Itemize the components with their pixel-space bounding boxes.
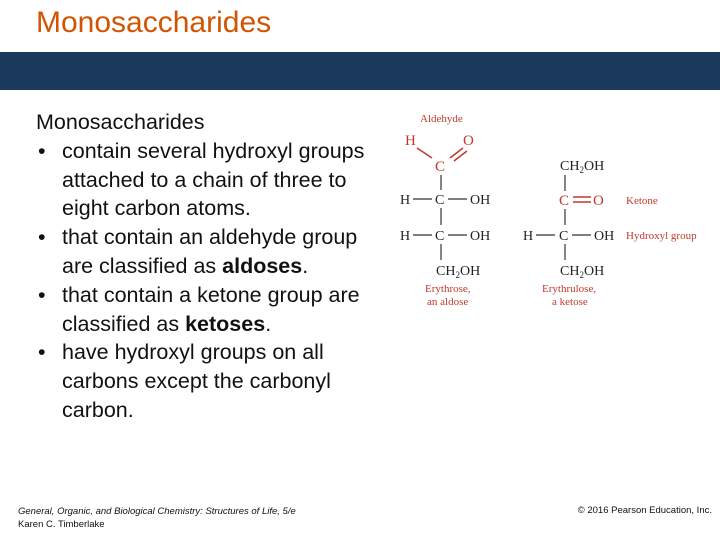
group-ch2oh: $CH_2OH$	[560, 264, 605, 280]
bullet-item	[36, 281, 386, 339]
body-heading: Monosaccharides	[36, 110, 205, 134]
bullet-dot: •	[38, 225, 46, 250]
bullet-item	[36, 338, 386, 424]
group-oh: OH	[594, 229, 615, 244]
erythrulose-class: a ketose	[552, 296, 588, 308]
bullet-text: that contain a ketone group are classified as	[62, 282, 360, 336]
atom-c: C	[435, 229, 445, 244]
copyright: © 2016 Pearson Education, Inc.	[577, 505, 712, 516]
bullet-text-end: .	[302, 253, 309, 278]
erythrulose-name: Erythrulose,	[542, 283, 597, 295]
atom-h: H	[400, 193, 411, 208]
ketone-label: Ketone	[626, 195, 658, 207]
bullet-dot: •	[38, 340, 46, 365]
atom-h: H	[400, 229, 411, 244]
atom-c: C	[435, 193, 445, 208]
term-ketoses: ketoses	[185, 311, 266, 336]
bullet-text: contain several hydroxyl groups attached to a chain of three to eight carbon atoms.	[62, 138, 365, 221]
header-bar	[0, 52, 720, 90]
book-edition: , 5/e	[277, 506, 296, 517]
book-author: Karen C. Timberlake	[18, 519, 105, 530]
structure-diagram	[390, 105, 715, 315]
bullet-item	[36, 223, 386, 281]
slide-title: Monosaccharides	[36, 6, 272, 39]
ketone-o-atom: O	[593, 193, 604, 209]
bullet-list	[36, 137, 386, 425]
slide-body	[36, 108, 386, 425]
bond-h-c	[417, 148, 432, 158]
book-title: General, Organic, and Biological Chemistry: Structures of Life	[18, 506, 278, 517]
bullet-text: that contain an aldehyde group are classified as	[62, 225, 358, 278]
ketone-c-atom: C	[559, 193, 570, 209]
group-oh: OH	[470, 229, 491, 244]
bullet-dot: •	[38, 282, 46, 307]
bullet-text-end: .	[265, 311, 272, 336]
hydroxyl-label: Hydroxyl group	[626, 230, 697, 242]
aldehyde-h-atom: H	[405, 133, 416, 149]
footer-citation	[18, 505, 296, 531]
term-aldoses: aldoses	[222, 253, 303, 278]
aldehyde-o-atom: O	[463, 133, 474, 149]
atom-c: C	[559, 229, 569, 244]
group-oh: OH	[470, 193, 491, 208]
erythrose-class: an aldose	[427, 296, 469, 308]
group-ch2oh: $CH_2OH$	[436, 264, 481, 280]
aldehyde-c-atom: C	[435, 159, 446, 175]
aldehyde-label: Aldehyde	[420, 113, 463, 125]
bullet-text: have hydroxyl groups on all carbons except the carbonyl carbon.	[62, 340, 331, 422]
bullet-dot: •	[38, 138, 46, 163]
erythrose-name: Erythrose,	[425, 283, 471, 295]
group-ch2oh: $CH_2OH$	[560, 159, 605, 175]
bullet-item	[36, 137, 386, 223]
atom-h: H	[523, 229, 534, 244]
